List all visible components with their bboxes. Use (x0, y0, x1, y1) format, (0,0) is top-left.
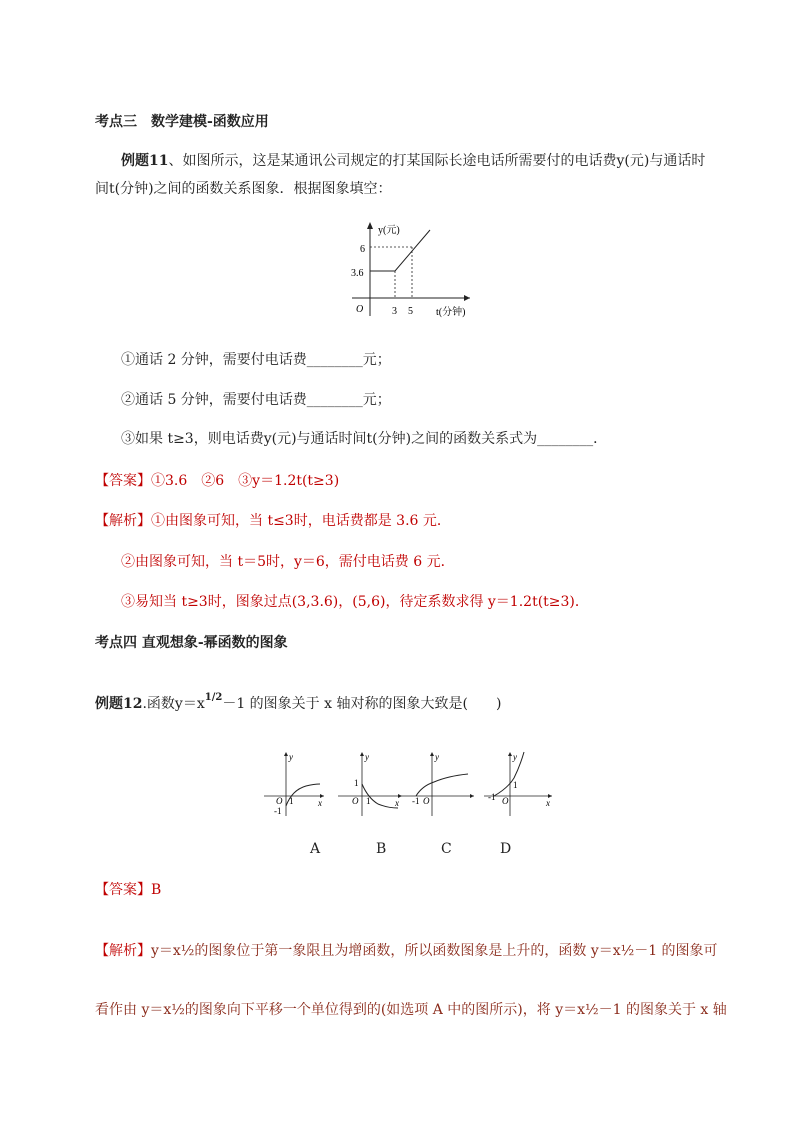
d-y-arrow (508, 752, 512, 756)
d-y-label: y (513, 752, 517, 762)
b-y-label: y (365, 752, 369, 762)
b-origin: O (352, 796, 359, 806)
x-tick-3: 3 (392, 306, 397, 317)
y-axis-arrow (367, 222, 373, 229)
d-tick-1: 1 (513, 780, 518, 790)
section-heading-3: 考点三 数学建模-函数应用 (95, 114, 269, 130)
example-11-label: 例题11 (121, 153, 169, 169)
example-12-analysis-line-2: 看作由 y＝x½的图象向下平移一个单位得到的(如选项 A 中的图所示)，将 y＝x½－1 的图象关于 x 轴 (95, 1002, 727, 1018)
c-y-arrow (430, 752, 434, 756)
d-curve (494, 752, 524, 796)
question-2: ②通话 5 分钟，需要付电话费________元； (121, 392, 391, 408)
example-11-analysis-2: ②由图象可知，当 t＝5时，y＝6，需付电话费 6 元． (121, 554, 455, 570)
a-y-arrow (284, 752, 288, 756)
answer-tag-12: 【答案】 (95, 882, 151, 898)
option-c-label[interactable]: C (441, 841, 452, 857)
example-12-question (95, 692, 501, 713)
question-1: ①通话 2 分钟，需要付电话费________元； (121, 352, 391, 368)
option-graphs (262, 748, 562, 823)
example-11-analysis-1 (95, 510, 451, 530)
answer-text-12: B (151, 882, 162, 898)
example-12-label: 例题12 (95, 696, 143, 712)
b-x-label: x (395, 798, 399, 808)
example-11-analysis-3: ③易知当 t≥3时，图象过点(3,3.6)，(5,6)，待定系数求得 y＝1.2t(t≥3)． (121, 594, 589, 610)
a-x-label: x (318, 798, 322, 808)
y-tick-3-6: 3.6 (351, 268, 364, 279)
x-axis-label: t(分钟) (436, 307, 466, 318)
option-d-label[interactable]: D (500, 841, 512, 857)
example-12-analysis-line-1 (95, 940, 718, 960)
x-tick-5: 5 (408, 306, 413, 317)
example-12-text-pre: .函数y＝x (142, 696, 205, 712)
option-a-label[interactable]: A (310, 841, 321, 857)
b-tick-x1: 1 (366, 796, 371, 806)
example-11-line-2: 间t(分钟)之间的函数关系图象．根据图象填空： (95, 181, 392, 197)
example-11-text: 、如图所示，这是某通讯公司规定的打某国际长途电话所需要付的电话费y(元)与通话时 (168, 153, 706, 169)
c-curve (416, 774, 468, 796)
c-tick-neg1: -1 (412, 796, 420, 806)
example-11-line-1 (121, 150, 705, 170)
y-tick-6: 6 (360, 244, 365, 255)
answer-tag: 【答案】 (95, 473, 151, 489)
d-x-label: x (546, 798, 550, 808)
example-12-exponent: 1/2 (204, 692, 223, 703)
a-origin: O (276, 796, 283, 806)
b-tick-y1: 1 (354, 778, 359, 788)
example-11-answer (95, 470, 339, 490)
section-heading-4: 考点四 直观想象-幂函数的图象 (95, 635, 288, 651)
d-tick-neg1: -1 (488, 792, 496, 802)
example-12-answer (95, 879, 161, 899)
answer-text: ①3.6 ②6 ③y＝1.2t(t≥3) (151, 473, 340, 489)
c-origin: O (423, 796, 430, 806)
d-origin: O (502, 796, 509, 806)
analysis-tag: 【解析】 (95, 513, 151, 529)
example-12-text-post: －1 的图象关于 x 轴对称的图象大致是( ) (222, 696, 502, 712)
a-tick-neg1: -1 (274, 806, 282, 816)
a-tick-1: 1 (289, 796, 294, 806)
c-x-arrow (470, 794, 474, 798)
option-d-graph (484, 752, 552, 816)
a-y-label: y (289, 752, 293, 762)
x-axis-arrow (464, 295, 470, 301)
phone-fee-graph (340, 216, 480, 326)
option-a-graph (264, 752, 324, 816)
option-c-graph (402, 752, 474, 816)
fee-function-line (370, 230, 430, 271)
option-b-label[interactable]: B (376, 841, 387, 857)
question-3: ③如果 t≥3，则电话费y(元)与通话时间t(分钟)之间的函数关系式为________． (121, 431, 608, 447)
y-axis-label: y(元) (378, 225, 400, 236)
b-y-arrow (360, 752, 364, 756)
analysis-tag-12: 【解析】 (95, 943, 151, 959)
analysis-text-1: ①由图象可知，当 t≤3时，电话费都是 3.6 元． (151, 513, 451, 529)
option-b-graph (338, 752, 402, 816)
analysis-text-12-1: y＝x½的图象位于第一象限且为增函数，所以函数图象是上升的，函数 y＝x½－1 的图象可 (151, 943, 718, 959)
origin-label: O (356, 304, 364, 315)
c-y-label: y (435, 752, 439, 762)
